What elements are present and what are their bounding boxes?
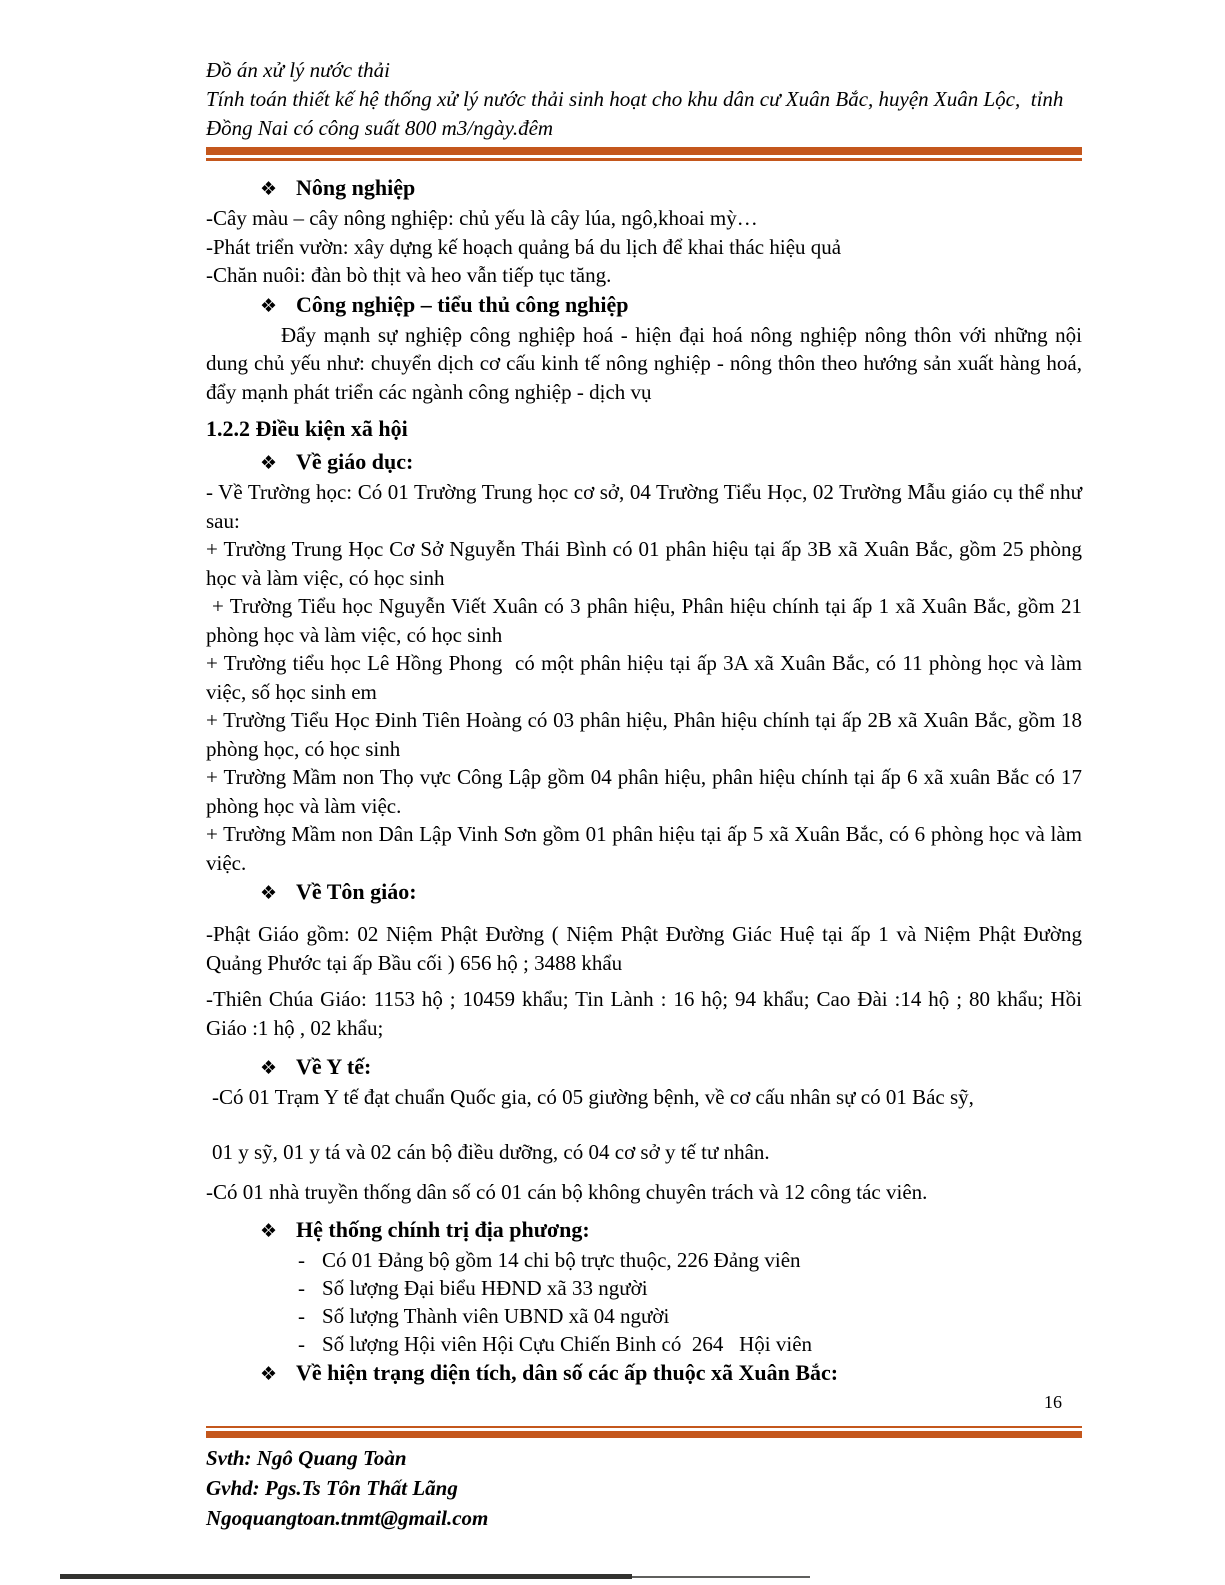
bullet-heading-label: Hệ thống chính trị địa phương: [296,1216,590,1242]
list-item-text: Số lượng Đại biểu HĐND xã 33 người [322,1275,648,1300]
dash-bullet: - [298,1275,305,1300]
list-item-text: Số lượng Thành viên UBND xã 04 người [322,1303,670,1328]
diamond-bullet-icon: ❖ [260,1057,278,1079]
horizontal-scrollbar[interactable] [60,1574,632,1579]
list-item [206,1302,1082,1330]
footer-rule [206,1426,1082,1438]
bullet-heading-giao-duc [206,447,1082,478]
bullet-heading-label: Nông nghiệp [296,175,416,200]
page-number: 16 [1044,1392,1062,1412]
list-item-text: Có 01 Đảng bộ gồm 14 chi bộ trực thuộc, 226 Đảng viên [322,1247,801,1272]
bullet-heading-cong-nghiep [206,290,1082,321]
paragraph: 01 y sỹ, 01 y tá và 02 cán bộ điều dưỡng, có 04 cơ sở y tế tư nhân. [212,1139,770,1164]
bullet-heading-label: Về hiện trạng diện tích, dân số các ấp thuộc xã Xuân Bắc: [296,1359,839,1385]
paragraph: + Trường Tiểu học Nguyễn Viết Xuân có 3 phân hiệu, Phân hiệu chính tại ấp 1 xã Xuân Bắc, gồm 21 phòng học và làm việc, có học sinh [206,594,1082,647]
paragraph: - Về Trường học: Có 01 Trường Trung học cơ sở, 04 Trường Tiểu Học, 02 Trường Mẫu giáo cụ thể như sau: [206,480,1082,533]
diamond-bullet-icon: ❖ [260,294,278,317]
diamond-bullet-icon: ❖ [260,1362,278,1385]
footer-rule-thick [206,1431,1082,1438]
list-item [206,1274,1082,1302]
bullet-heading-label: Về giáo dục: [296,449,414,474]
bullet-heading-nong-nghiep [206,173,1082,204]
paragraph: -Có 01 Trạm Y tế đạt chuẩn Quốc gia, có 05 giường bệnh, về cơ cấu nhân sự có 01 Bác sỹ, [212,1085,974,1109]
list-item [206,1330,1082,1358]
paragraph: Đẩy mạnh sự nghiệp công nghiệp hoá - hiện đại hoá nông nghiệp nông thôn với những nội dung chủ yếu như: chuyển dịch cơ cấu kinh tế nông nghiệp - nông thôn theo hướng sản xuất hàng hoá, đẩy mạnh phát triển các ngành công nghiệp - dịch vụ [206,322,1082,404]
diamond-bullet-icon: ❖ [260,882,278,904]
window-bottom-edge [632,1576,810,1578]
paragraph: + Trường Trung Học Cơ Sở Nguyễn Thái Bình có 01 phân hiệu tại ấp 3B xã Xuân Bắc, gồm 25 phòng học và làm việc, có học sinh [206,537,1082,590]
section-heading-1-2-2: 1.2.2 Điều kiện xã hội [206,416,408,441]
document-body [206,173,1082,1389]
paragraph: -Có 01 nhà truyền thống dân số có 01 cán bộ không chuyên trách và 12 công tác viên. [206,1180,928,1204]
dash-bullet: - [298,1247,305,1272]
diamond-bullet-icon: ❖ [260,452,278,474]
paragraph: + Trường Mầm non Thọ vực Công Lập gồm 04 phân hiệu, phân hiệu chính tại ấp 6 xã xuân Bắc có 17 phòng học và làm việc. [206,765,1082,818]
header-rule-thin [206,158,1082,161]
paragraph: -Chăn nuôi: đàn bò thịt và heo vẫn tiếp tục tăng. [206,263,612,287]
diamond-bullet-icon: ❖ [260,178,278,200]
paragraph: -Phát triển vườn: xây dựng kế hoạch quảng bá du lịch để khai thác hiệu quả [206,234,842,259]
paragraph: -Cây màu – cây nông nghiệp: chủ yếu là cây lúa, ngô,khoai mỳ… [206,206,758,230]
header-line-2: Tính toán thiết kế hệ thống xử lý nước thải sinh hoạt cho khu dân cư Xuân Bắc, huyện Xuân Lộc, tỉnh [206,87,1064,111]
bullet-heading-label: Về Tôn giáo: [296,879,417,904]
footer-student: Svth: Ngô Quang Toàn [206,1446,407,1470]
bullet-heading-chinh-tri [206,1215,1082,1246]
dash-bullet: - [298,1303,305,1328]
paragraph: + Trường Tiểu Học Đinh Tiên Hoàng có 03 phân hiệu, Phân hiệu chính tại ấp 2B xã Xuân Bắc, gồm 18 phòng học, có học sinh [206,708,1082,761]
bullet-heading-y-te [206,1052,1082,1083]
bullet-heading-ton-giao [206,877,1082,908]
page-footer [206,1443,488,1533]
paragraph: -Thiên Chúa Giáo: 1153 hộ ; 10459 khẩu; Tin Lành : 16 hộ; 94 khẩu; Cao Đài :14 hộ ; 80 khẩu; Hồi Giáo :1 hộ , 02 khẩu; [206,987,1082,1040]
page-header [206,56,1082,161]
paragraph: + Trường tiểu học Lê Hồng Phong có một phân hiệu tại ấp 3A xã Xuân Bắc, có 11 phòng học và làm việc, số học sinh em [206,651,1082,704]
header-line-3: Đồng Nai có công suất 800 m3/ngày.đêm [206,116,554,140]
bullet-heading-label: Về Y tế: [296,1054,372,1079]
page-content [206,56,1082,1389]
header-rule-thick [206,147,1082,155]
bullet-heading-hien-trang [206,1358,1082,1389]
paragraph: + Trường Mầm non Dân Lập Vinh Sơn gồm 01 phân hiệu tại ấp 5 xã Xuân Bắc, có 6 phòng học và làm việc. [206,822,1082,875]
bullet-heading-label: Công nghiệp – tiểu thủ công nghiệp [296,291,629,317]
footer-advisor: Gvhd: Pgs.Ts Tôn Thất Lãng [206,1476,458,1500]
diamond-bullet-icon: ❖ [260,1219,278,1242]
header-rule [206,147,1082,161]
dash-bullet: - [298,1331,305,1356]
paragraph: -Phật Giáo gồm: 02 Niệm Phật Đường ( Niệm Phật Đường Giác Huệ tại ấp 1 và Niệm Phật Đường Quảng Phước tại ấp Bầu cối ) 656 hộ ; 3488 khẩu [206,922,1082,975]
header-line-1: Đồ án xử lý nước thải [206,58,390,82]
list-item [206,1246,1082,1274]
footer-email: Ngoquangtoan.tnmt@gmail.com [206,1506,489,1530]
list-item-text: Số lượng Hội viên Hội Cựu Chiến Binh có 264 Hội viên [322,1331,813,1356]
